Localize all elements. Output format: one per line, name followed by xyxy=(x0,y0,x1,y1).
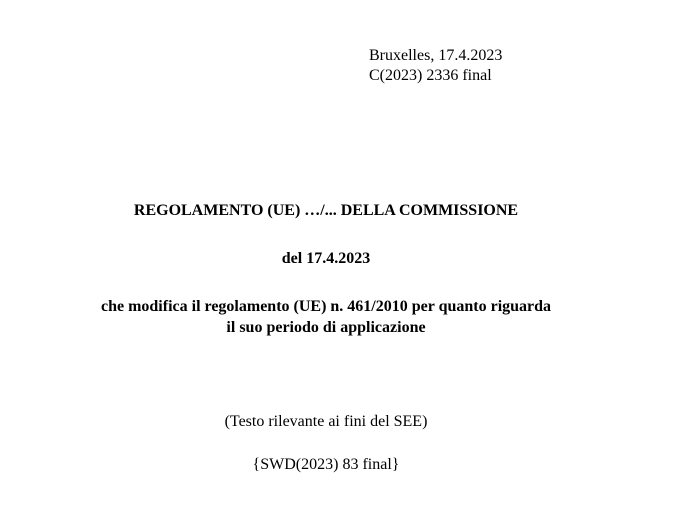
eea-relevance-note: (Testo rilevante ai fini del SEE) xyxy=(224,413,428,430)
regulation-subject xyxy=(0,296,652,338)
subject-line-1: che modifica il regolamento (UE) n. 461/2010 per quanto riguarda xyxy=(100,298,552,315)
subject-line-2: il suo periodo di applicazione xyxy=(226,319,426,336)
document-reference: C(2023) 2336 final xyxy=(369,67,492,84)
dateline-block xyxy=(369,46,502,86)
swd-reference: {SWD(2023) 83 final} xyxy=(252,456,400,473)
regulation-date: del 17.4.2023 xyxy=(281,250,371,267)
regulation-title: REGOLAMENTO (UE) …/... DELLA COMMISSIONE xyxy=(133,202,519,219)
place-date: Bruxelles, 17.4.2023 xyxy=(369,47,503,64)
